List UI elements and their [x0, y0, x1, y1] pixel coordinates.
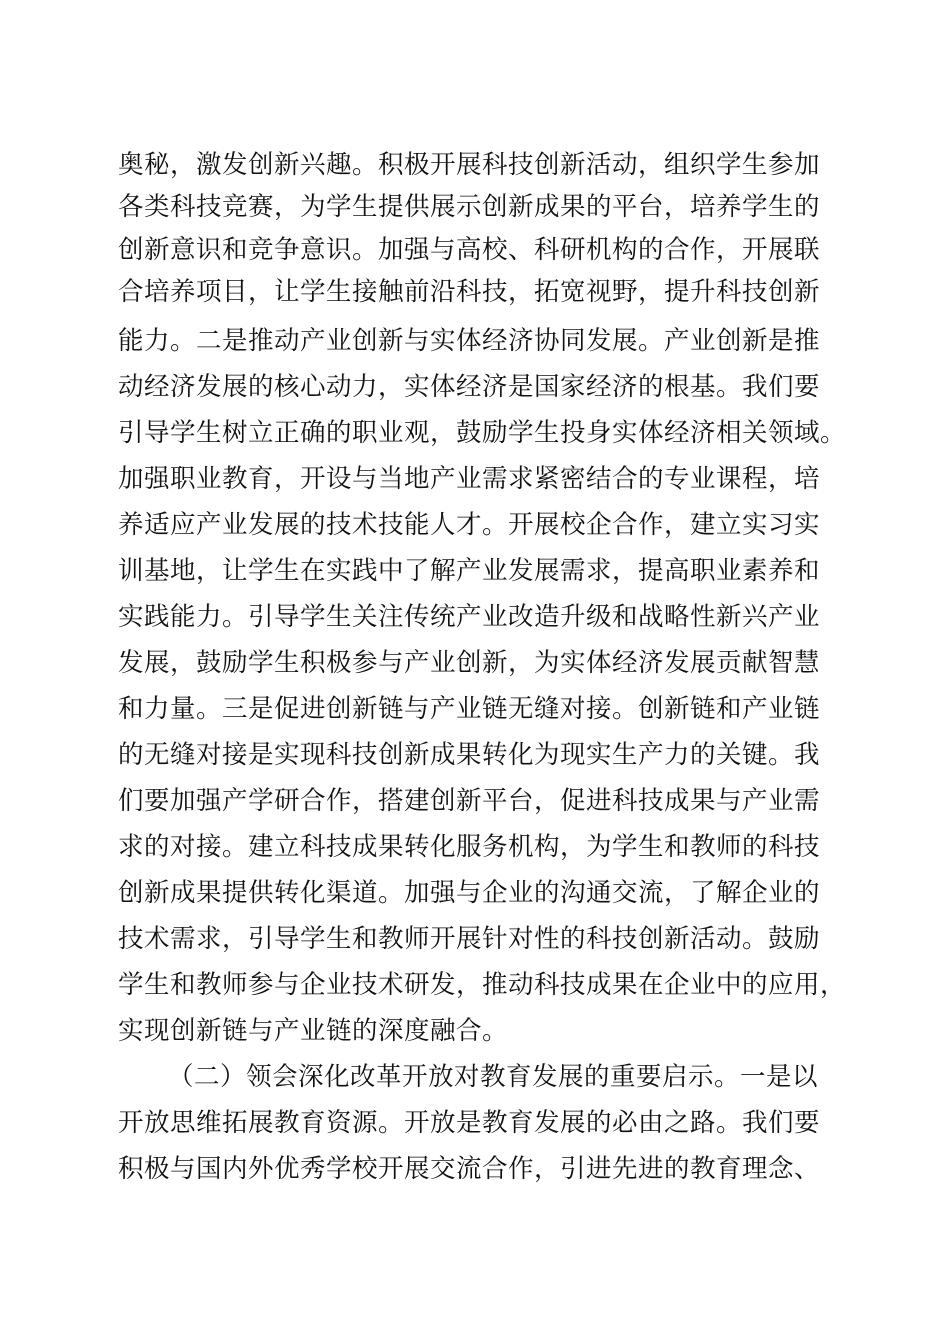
text-line: 创新成果提供转化渠道。加强与企业的沟通交流，了解企业的 [118, 878, 821, 908]
text-line: 们要加强产学研合作，搭建创新平台，促进科技成果与产业需 [118, 786, 821, 816]
text-line: 开放思维拓展教育资源。开放是教育发展的必由之路。我们要 [118, 1108, 821, 1138]
text-line: 加强职业教育，开设与当地产业需求紧密结合的专业课程，培 [118, 464, 821, 494]
text-line: 能力。二是推动产业创新与实体经济协同发展。产业创新是推 [118, 326, 821, 356]
text-line: 实践能力。引导学生关注传统产业改造升级和战略性新兴产业 [118, 602, 821, 632]
text-line: 养适应产业发展的技术技能人才。开展校企合作，建立实习实 [118, 510, 821, 540]
section-heading-line: （二）领会深化改革开放对教育发展的重要启示。一是以 [168, 1062, 819, 1092]
text-line: 引导学生树立正确的职业观，鼓励学生投身实体经济相关领域。 [118, 418, 847, 448]
text-line: 合培养项目，让学生接触前沿科技，拓宽视野，提升科技创新 [118, 277, 821, 307]
text-line: 实现创新链与产业链的深度融合。 [118, 1016, 509, 1046]
text-line: 和力量。三是促进创新链与产业链无缝对接。创新链和产业链 [118, 694, 821, 724]
text-line: 奥秘，激发创新兴趣。积极开展科技创新活动，组织学生参加 [118, 150, 821, 180]
text-line: 的无缝对接是实现科技创新成果转化为现实生产力的关键。我 [118, 740, 821, 770]
text-line: 各类科技竞赛，为学生提供展示创新成果的平台，培养学生的 [118, 192, 821, 222]
text-line: 动经济发展的核心动力，实体经济是国家经济的根基。我们要 [118, 372, 821, 402]
text-line: 训基地，让学生在实践中了解产业发展需求，提高职业素养和 [118, 556, 821, 586]
text-line: 技术需求，引导学生和教师开展针对性的科技创新活动。鼓励 [118, 924, 821, 954]
text-line: 发展，鼓励学生积极参与产业创新，为实体经济发展贡献智慧 [118, 648, 821, 678]
text-line: 求的对接。建立科技成果转化服务机构，为学生和教师的科技 [118, 832, 821, 862]
text-line: 创新意识和竞争意识。加强与高校、科研机构的合作，开展联 [118, 235, 821, 265]
text-line: 积极与国内外优秀学校开展交流合作，引进先进的教育理念、 [118, 1154, 821, 1184]
text-line: 学生和教师参与企业技术研发，推动科技成果在企业中的应用， [118, 970, 847, 1000]
